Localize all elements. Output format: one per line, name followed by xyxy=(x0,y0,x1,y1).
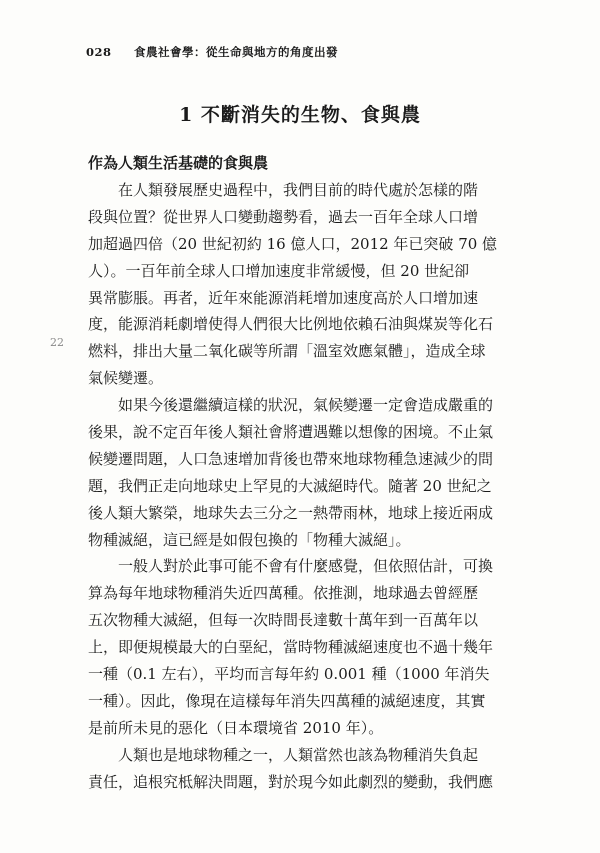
text-line: 候變遷問題，人口急速增加背後也帶來地球物種急速減少的問 xyxy=(88,449,494,468)
text-line: 算為每年地球物種消失近四萬種。依推測，地球過去曾經歷 xyxy=(88,584,479,603)
body-text xyxy=(88,177,528,795)
text-line: 異常膨脹。再者，近年來能源消耗增加速度高於人口增加速 xyxy=(88,288,479,307)
text-line: 如果今後還繼續這樣的狀況，氣候變遷一定會造成嚴重的 xyxy=(118,396,494,415)
text-line: 一般人對於此事可能不會有什麼感覺，但依照估計，可換 xyxy=(118,557,494,576)
running-header xyxy=(86,44,338,60)
text-line: 題，我們正走向地球史上罕見的大滅絕時代。隨著 20 世紀之 xyxy=(88,476,492,495)
page-number: 028 xyxy=(86,45,112,59)
text-line: 是前所未見的惡化（日本環境省 2010 年）。 xyxy=(88,718,384,737)
text-line: 後人類大繁榮，地球失去三分之一熱帶雨林，地球上接近兩成 xyxy=(88,503,494,522)
text-line: 責任，追根究柢解決問題，對於現今如此劇烈的變動，我們應 xyxy=(88,772,494,791)
book-title: 食農社會學：從生命與地方的角度出發 xyxy=(134,45,339,59)
margin-page-number: 22 xyxy=(50,336,64,349)
text-line: 段與位置？從世界人口變動趨勢看，過去一百年全球人口增 xyxy=(88,207,479,226)
chapter-title: 1 不斷消失的生物、食與農 xyxy=(179,104,421,126)
section-heading: 作為人類生活基礎的食與農 xyxy=(88,154,269,172)
paragraph xyxy=(88,553,528,741)
text-line: 在人類發展歷史過程中，我們目前的時代處於怎樣的階 xyxy=(118,181,479,199)
paragraph xyxy=(88,742,528,796)
text-line: 五次物種大滅絕，但每一次時間長達數十萬年到一百萬年以 xyxy=(88,611,479,630)
text-line: 加超過四倍（20 世紀初約 16 億人口，2012 年已突破 70 億 xyxy=(88,234,498,253)
text-line: 人）。一百年前全球人口增加速度非常緩慢，但 20 世紀卻 xyxy=(88,261,470,280)
text-line: 物種滅絕，這已經是如假包換的「物種大滅絕」。 xyxy=(88,530,411,549)
text-line: 後果，說不定百年後人類社會將遭遇難以想像的困境。不止氣 xyxy=(88,423,494,442)
paragraph xyxy=(88,392,528,553)
text-line: 人類也是地球物種之一，人類當然也該為物種消失負起 xyxy=(118,745,479,764)
text-line: 一種（0.1 左右），平均而言每年約 0.001 種（1000 年消失 xyxy=(88,665,490,684)
paragraph xyxy=(88,177,528,392)
text-line: 氣候變遷。 xyxy=(88,369,164,388)
text-line: 度，能源消耗劇增使得人們很大比例地依賴石油與煤炭等化石 xyxy=(88,315,494,334)
text-line: 上，即便規模最大的白堊紀，當時物種滅絕速度也不過十幾年 xyxy=(88,638,494,657)
text-line: 一種）。因此，像現在這樣每年消失四萬種的滅絕速度，其實 xyxy=(88,691,486,710)
text-line: 燃料，排出大量二氧化碳等所謂「溫室效應氣體」，造成全球 xyxy=(88,342,486,361)
